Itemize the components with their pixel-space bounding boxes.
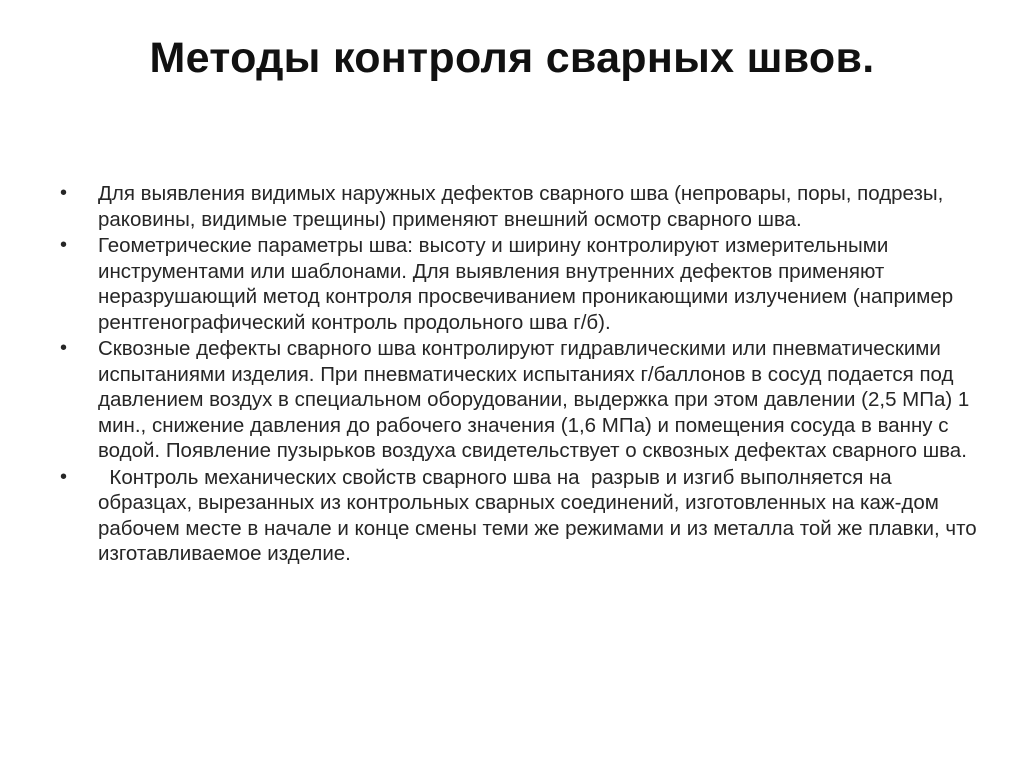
bullet-marker: • — [60, 182, 68, 204]
bullet-item — [60, 233, 980, 335]
bullet-marker: • — [60, 465, 68, 488]
bullet-item — [60, 465, 983, 567]
bullet-text: Геометрические параметры шва: высоту и ширину контролируют измерительными инструментами или шаблонами. Для выявления внутренних дефектов применяют неразрушающий метод контроля просвечиванием проникающими излучением (например рентгенографический контроль продольного шва г/б). — [98, 234, 954, 334]
bullet-marker: • — [60, 234, 68, 256]
bullet-list — [60, 181, 983, 568]
slide-title: Методы контроля сварных швов. — [149, 34, 875, 82]
bullet-text: Контроль механических свойств сварного шва на разрыв и изгиб выполняется на образцах, вырезанных из контрольных сварных соединений, изготовленных на каж-дом рабочем месте в начале и конце смены теми же режимами и из металла той же плавки, что изготавливаемое изделие. — [98, 465, 983, 565]
bullet-marker: • — [60, 337, 68, 359]
bullet-text: Сквозные дефекты сварного шва контролируют гидравлическими или пневматическими испытаниями изделия. При пневматических испытаниях г/баллонов в сосуд подается под давлением воздух в специальном оборудовании, выдержка при этом давлении (2,5 МПа) 1 мин., снижение давления до рабочего значения (1,6 МПа) и помещения сосуда в ванну с водой. Появление пузырьков воздуха свидетельствует о сквозных дефектах сварного шва. — [98, 337, 970, 462]
bullet-text: Для выявления видимых наружных дефектов сварного шва (непровары, поры, подрезы, раковины, видимые трещины) применяют внешний осмотр сварного шва. — [98, 182, 944, 231]
bullet-item — [60, 336, 980, 464]
bullet-item — [60, 181, 980, 232]
